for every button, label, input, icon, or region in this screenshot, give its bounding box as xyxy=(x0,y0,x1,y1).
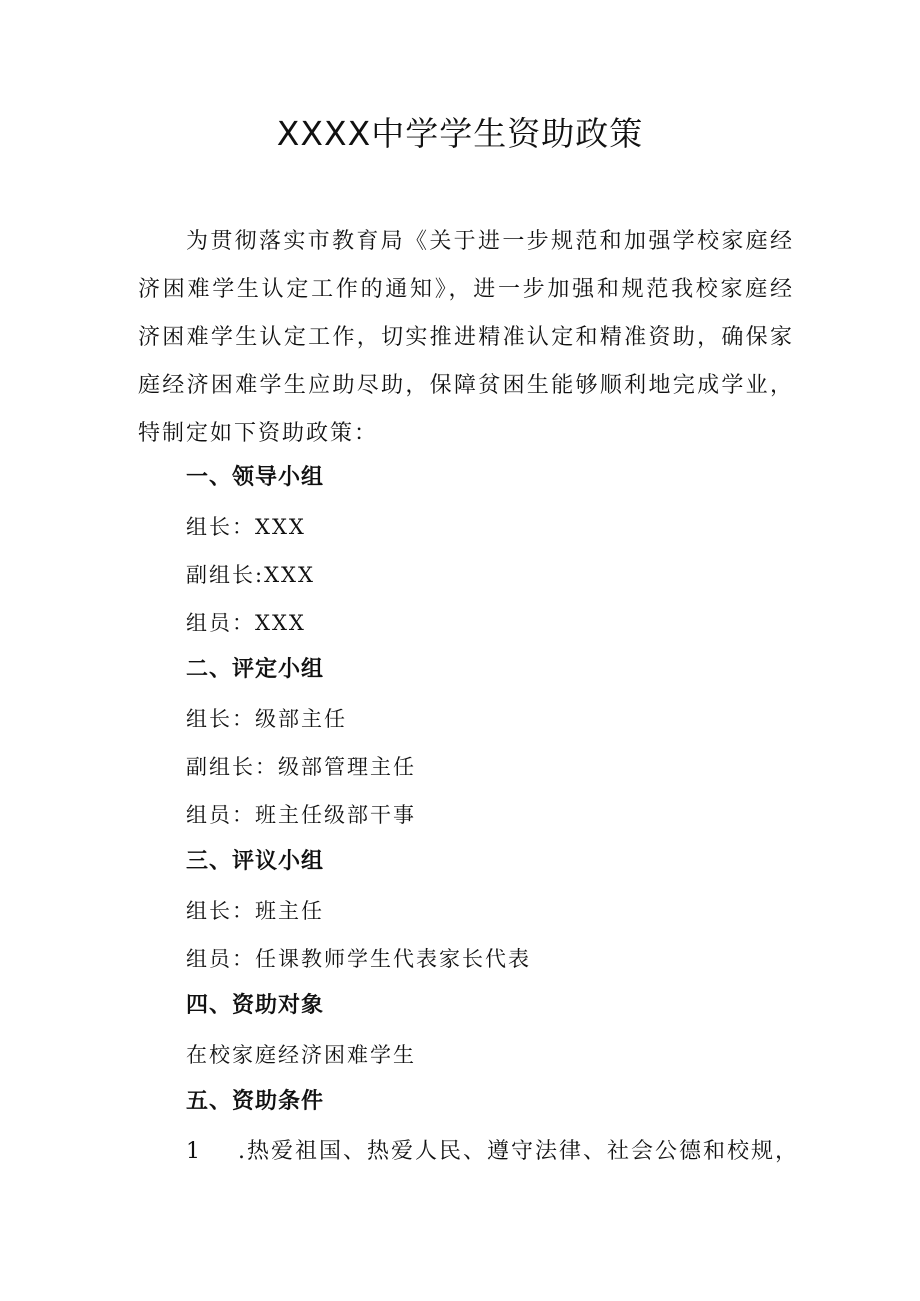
review-members: 组员：任课教师学生代表家长代表 xyxy=(186,947,531,971)
condition-item-text: .热爱祖国、热爱人民、遵守法律、社会公德和校规， xyxy=(238,1139,799,1164)
intro-paragraph: 为贯彻落实市教育局《关于进一步规范和加强学校家庭经济困难学生认定工作的通知》，进一步加强和规范我校家庭经济困难学生认定工作，切实推进精准认定和精准资助，确保家庭经济困难学生应助尽助，保障贫困生能够顺利地完成学业，特制定如下资助政策： xyxy=(138,229,794,446)
review-leader: 组长：班主任 xyxy=(186,899,324,923)
evaluation-deputy: 副组长：级部管理主任 xyxy=(186,755,416,779)
section-heading-review: 三、评议小组 xyxy=(186,849,325,874)
condition-item-number: 1 xyxy=(186,1139,200,1164)
document-title: XXXX中学学生资助政策 xyxy=(276,114,644,153)
section-heading-evaluation: 二、评定小组 xyxy=(186,657,325,682)
section-heading-conditions: 五、资助条件 xyxy=(186,1089,325,1114)
evaluation-members: 组员：班主任级部干事 xyxy=(186,803,416,827)
leadership-deputy: 副组长:XXX xyxy=(186,563,315,587)
leadership-leader: 组长：XXX xyxy=(186,515,306,539)
section-heading-leadership: 一、领导小组 xyxy=(186,465,325,490)
condition-item-1 xyxy=(186,1137,799,1167)
leadership-members: 组员：XXX xyxy=(186,611,306,635)
section-heading-recipients: 四、资助对象 xyxy=(186,993,325,1018)
evaluation-leader: 组长：级部主任 xyxy=(186,707,347,731)
recipients-text: 在校家庭经济困难学生 xyxy=(186,1043,416,1067)
